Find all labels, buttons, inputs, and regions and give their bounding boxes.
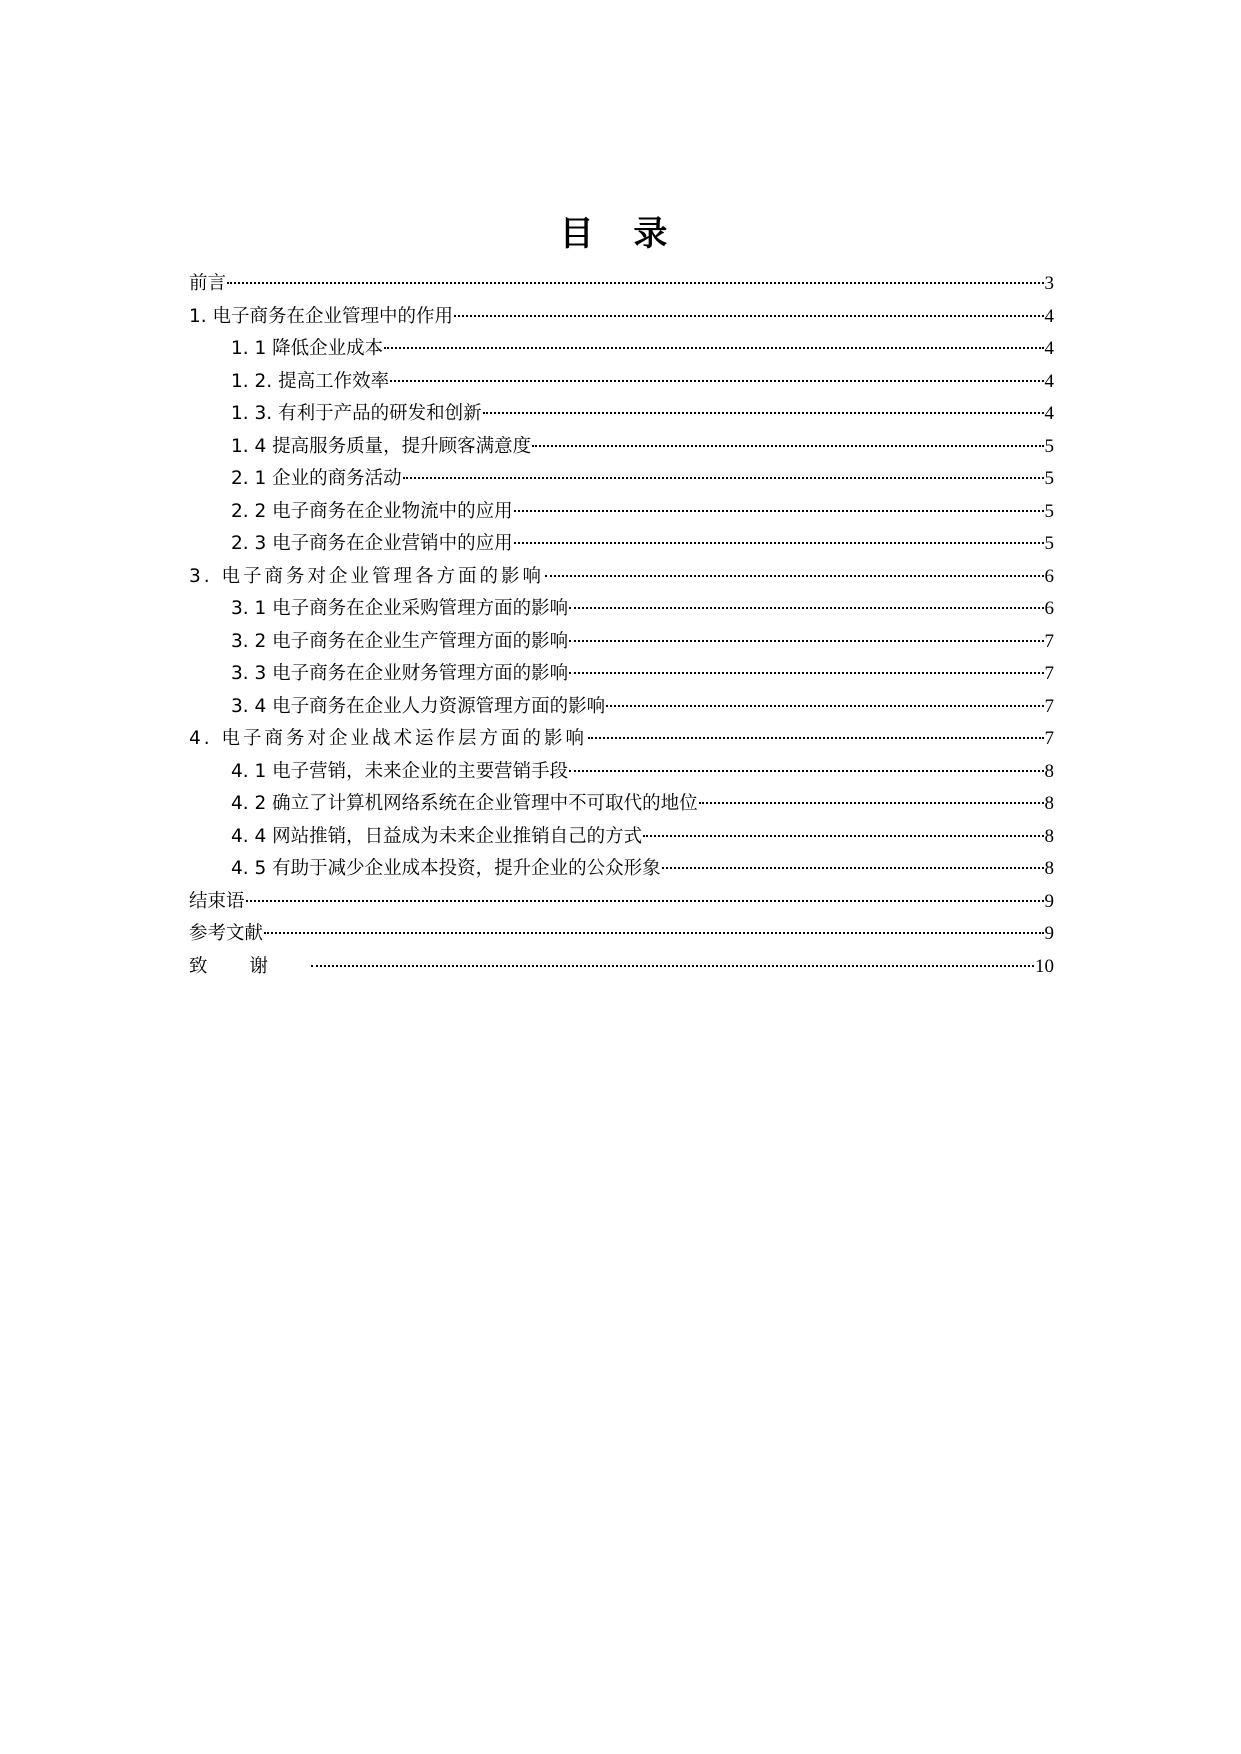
toc-entry [189,496,1054,529]
toc-leader-dots [246,900,1044,902]
toc-title: 目 录 [559,214,682,254]
toc-page-number: 5 [1044,468,1054,489]
toc-entry-text: 3. 电子商务对企业管理各方面的影响 [189,565,545,587]
toc-entry-text: 1. 2. 提高工作效率 [231,370,390,392]
toc-entry [189,756,1054,789]
toc-entry-text: 4. 1 电子营销，未来企业的主要营销手段 [231,760,569,782]
toc-entry [189,918,1054,951]
toc-page-number: 6 [1044,598,1054,619]
toc-entry [189,658,1054,691]
toc-leader-dots [264,932,1043,934]
toc-entry [189,723,1054,756]
toc-leader-dots [454,315,1043,317]
toc-entry [189,626,1054,659]
toc-entry-text: 1. 电子商务在企业管理中的作用 [189,305,454,327]
toc-entry-text: 致谢 [189,955,311,977]
toc-entry-text: 2. 1 企业的商务活动 [231,468,402,489]
toc-page-number: 5 [1044,533,1054,554]
toc-entry-text: 3. 3 电子商务在企业财务管理方面的影响 [231,663,569,684]
toc-entry-text: 4. 4 网站推销，日益成为未来企业推销自己的方式 [231,825,643,847]
toc-entry-text: 2. 2 电子商务在企业物流中的应用 [231,500,513,522]
toc-leader-dots [532,445,1043,447]
toc-entry-text: 4. 2 确立了计算机网络系统在企业管理中不可取代的地位 [231,793,698,814]
toc-entry [189,886,1054,919]
toc-leader-dots [514,542,1044,544]
toc-page-number: 3 [1044,273,1054,294]
toc-entry-text: 1. 1 降低企业成本 [231,338,384,359]
toc-entry-text: 3. 4 电子商务在企业人力资源管理方面的影响 [231,695,606,717]
toc-page-number: 4 [1044,403,1054,424]
toc-entry-text: 2. 3 电子商务在企业营销中的应用 [231,533,513,554]
toc-page-number: 5 [1044,435,1054,457]
toc-entry-text: 4. 5 有助于减少企业成本投资，提升企业的公众形象 [231,858,661,879]
toc-entry [189,301,1054,334]
toc-entry [189,268,1054,301]
toc-page-number: 7 [1044,630,1054,652]
toc-list [189,268,1054,983]
toc-entry-text: 前言 [189,273,227,294]
toc-entry [189,561,1054,594]
toc-page-number: 7 [1044,663,1054,684]
toc-leader-dots [643,835,1043,837]
toc-entry [189,333,1054,366]
toc-leader-dots [514,510,1044,512]
toc-page-number: 4 [1044,370,1054,392]
toc-entry [189,528,1054,561]
toc-leader-dots [606,705,1043,707]
toc-entry [189,593,1054,626]
toc-page-number: 8 [1044,760,1054,782]
toc-entry-text: 3. 2 电子商务在企业生产管理方面的影响 [231,630,569,652]
toc-entry-text: 3. 1 电子商务在企业采购管理方面的影响 [231,598,569,619]
toc-leader-dots [569,640,1043,642]
toc-page-number: 7 [1044,695,1054,717]
toc-entry-text: 1. 3. 有利于产品的研发和创新 [231,403,482,424]
toc-entry [189,853,1054,886]
toc-page-number: 8 [1044,825,1054,847]
toc-entry [189,431,1054,464]
toc-entry [189,691,1054,724]
toc-entry [189,366,1054,399]
toc-page-number: 10 [1035,955,1054,977]
toc-leader-dots [384,347,1043,349]
toc-entry [189,463,1054,496]
toc-entry-text: 结束语 [189,890,245,912]
toc-leader-dots [311,965,1034,967]
toc-leader-dots [699,802,1044,804]
toc-page-number: 9 [1044,923,1054,944]
toc-page-number: 9 [1044,890,1054,912]
toc-leader-dots [569,672,1043,674]
toc-leader-dots [662,867,1044,869]
toc-leader-dots [390,380,1043,382]
toc-page-number: 8 [1044,793,1054,814]
toc-leader-dots [545,575,1043,577]
toc-leader-dots [227,282,1043,284]
toc-entry [189,821,1054,854]
toc-leader-dots [403,477,1044,479]
toc-page-number: 5 [1044,500,1054,522]
toc-page-number: 6 [1044,565,1054,587]
toc-page-number: 7 [1044,728,1054,749]
toc-page-number: 4 [1044,338,1054,359]
toc-entry [189,398,1054,431]
toc-leader-dots [483,412,1044,414]
toc-leader-dots [588,737,1043,739]
toc-page-number: 4 [1044,305,1054,327]
toc-entry [189,951,1054,984]
toc-leader-dots [569,607,1043,609]
toc-entry-text: 1. 4 提高服务质量，提升顾客满意度 [231,435,532,457]
toc-leader-dots [569,770,1043,772]
toc-entry-text: 4. 电子商务对企业战术运作层方面的影响 [189,728,588,749]
toc-page-number: 8 [1044,858,1054,879]
toc-entry [189,788,1054,821]
toc-entry-text: 参考文献 [189,923,264,944]
